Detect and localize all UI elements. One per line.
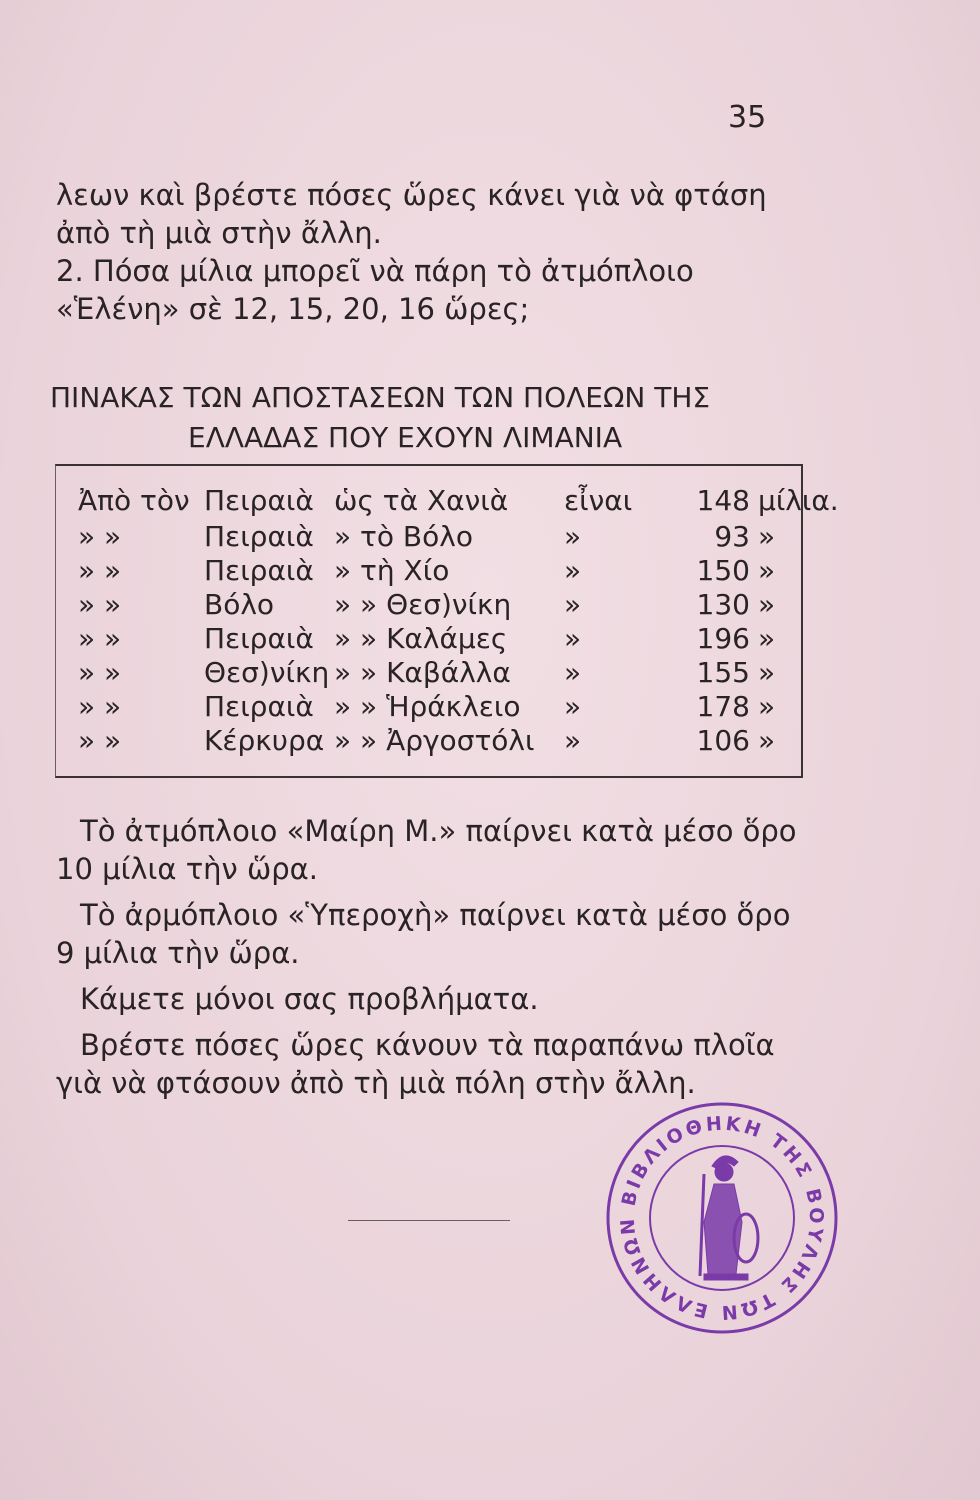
- row-distance: 148: [696, 484, 750, 517]
- row-origin: Βόλο: [204, 588, 275, 621]
- stamp-text: ΒΙΒΛΙΟΘΗΚΗ ΤΗΣ ΒΟΥΛΗΣ ΤΩΝ ΕΛΛΗΝΩΝ: [616, 1112, 828, 1324]
- row-from-label: » »: [78, 520, 122, 553]
- athena-figure-icon: [700, 1156, 758, 1280]
- row-unit: »: [758, 622, 776, 655]
- row-unit: »: [758, 690, 776, 723]
- row-from-label: » »: [78, 622, 122, 655]
- library-stamp: [604, 1100, 840, 1336]
- row-destination: » » Καλάμες: [334, 622, 508, 655]
- row-distance: 150: [696, 554, 750, 587]
- row-unit: »: [758, 656, 776, 689]
- row-destination: » » Ἀργοστόλι: [334, 724, 535, 757]
- row-verb: »: [564, 656, 582, 689]
- bottom-paragraph-2: Τὸ ἀρμόπλοιο «Ὑπεροχὴ» παίρνει κατὰ μέσο ὅρο 9 μίλια τὴν ὥρα.: [56, 898, 791, 970]
- row-origin: Πειραιὰ: [204, 622, 314, 655]
- row-from-label: » »: [78, 656, 122, 689]
- row-verb: εἶναι: [564, 484, 633, 517]
- row-distance: 178: [696, 690, 750, 723]
- row-from-label: » »: [78, 724, 122, 757]
- row-from-label: Ἀπὸ τὸν: [78, 484, 190, 517]
- row-unit: »: [758, 588, 776, 621]
- table-title-line-1: ΠΙΝΑΚΑΣ ΤΩΝ ΑΠΟΣΤΑΣΕΩΝ ΤΩΝ ΠΟΛΕΩΝ ΤΗΣ: [50, 381, 711, 414]
- row-from-label: » »: [78, 690, 122, 723]
- table-title: [50, 378, 810, 458]
- bottom-paragraph-4: Βρέστε πόσες ὥρες κάνουν τὰ παραπάνω πλοῖα γιὰ νὰ φτάσουν ἀπὸ τὴ μιὰ πόλη στὴν ἄλλη.: [56, 1028, 775, 1100]
- row-origin: Πειραιὰ: [204, 520, 314, 553]
- row-destination: » » Ἡράκλειο: [334, 690, 521, 723]
- row-origin: Πειραιὰ: [204, 690, 314, 723]
- intro-paragraph-1: λεων καὶ βρέστε πόσες ὥρες κάνει γιὰ νὰ φτάση ἀπὸ τὴ μιὰ στὴν ἄλλη.: [56, 178, 767, 250]
- bottom-paragraph-3: Κάμετε μόνοι σας προβλήματα.: [80, 982, 539, 1016]
- row-verb: »: [564, 520, 582, 553]
- row-destination: » » Καβάλλα: [334, 656, 511, 689]
- row-destination: » » Θεσ)νίκη: [334, 588, 512, 621]
- row-unit: μίλια.: [758, 484, 839, 517]
- row-destination: » τὴ Χίο: [334, 554, 450, 587]
- table-title-line-2: ΕΛΛΑΔΑΣ ΠΟΥ ΕΧΟΥΝ ΛΙΜΑΝΙΑ: [188, 421, 623, 454]
- row-origin: Πειραιὰ: [204, 484, 314, 517]
- row-unit: »: [758, 520, 776, 553]
- exercise-text: [56, 812, 806, 1102]
- row-origin: Κέρκυρα: [204, 724, 325, 757]
- row-origin: Πειραιὰ: [204, 554, 314, 587]
- row-verb: »: [564, 554, 582, 587]
- page-number: 35: [728, 100, 767, 135]
- row-destination: ὡς τὰ Χανιὰ: [334, 484, 509, 517]
- row-from-label: » »: [78, 554, 122, 587]
- row-distance: 93: [714, 520, 750, 553]
- row-distance: 196: [696, 622, 750, 655]
- row-verb: »: [564, 588, 582, 621]
- row-origin: Θεσ)νίκη: [204, 656, 330, 689]
- distance-table: [55, 464, 839, 778]
- row-verb: »: [564, 724, 582, 757]
- row-unit: »: [758, 554, 776, 587]
- row-distance: 130: [696, 588, 750, 621]
- bottom-paragraph-1: Τὸ ἀτμόπλοιο «Μαίρη Μ.» παίρνει κατὰ μέσο ὅρο 10 μίλια τὴν ὥρα.: [56, 814, 797, 886]
- row-unit: »: [758, 724, 776, 757]
- row-verb: »: [564, 622, 582, 655]
- row-distance: 155: [696, 656, 750, 689]
- row-distance: 106: [696, 724, 750, 757]
- intro-paragraph-2: 2. Πόσα μίλια μπορεῖ νὰ πάρη τὸ ἀτμόπλοιο «Ἑλένη» σὲ 12, 15, 20, 16 ὥρες;: [56, 254, 694, 326]
- end-rule: [348, 1220, 510, 1221]
- row-destination: » τὸ Βόλο: [334, 520, 473, 553]
- row-from-label: » »: [78, 588, 122, 621]
- row-verb: »: [564, 690, 582, 723]
